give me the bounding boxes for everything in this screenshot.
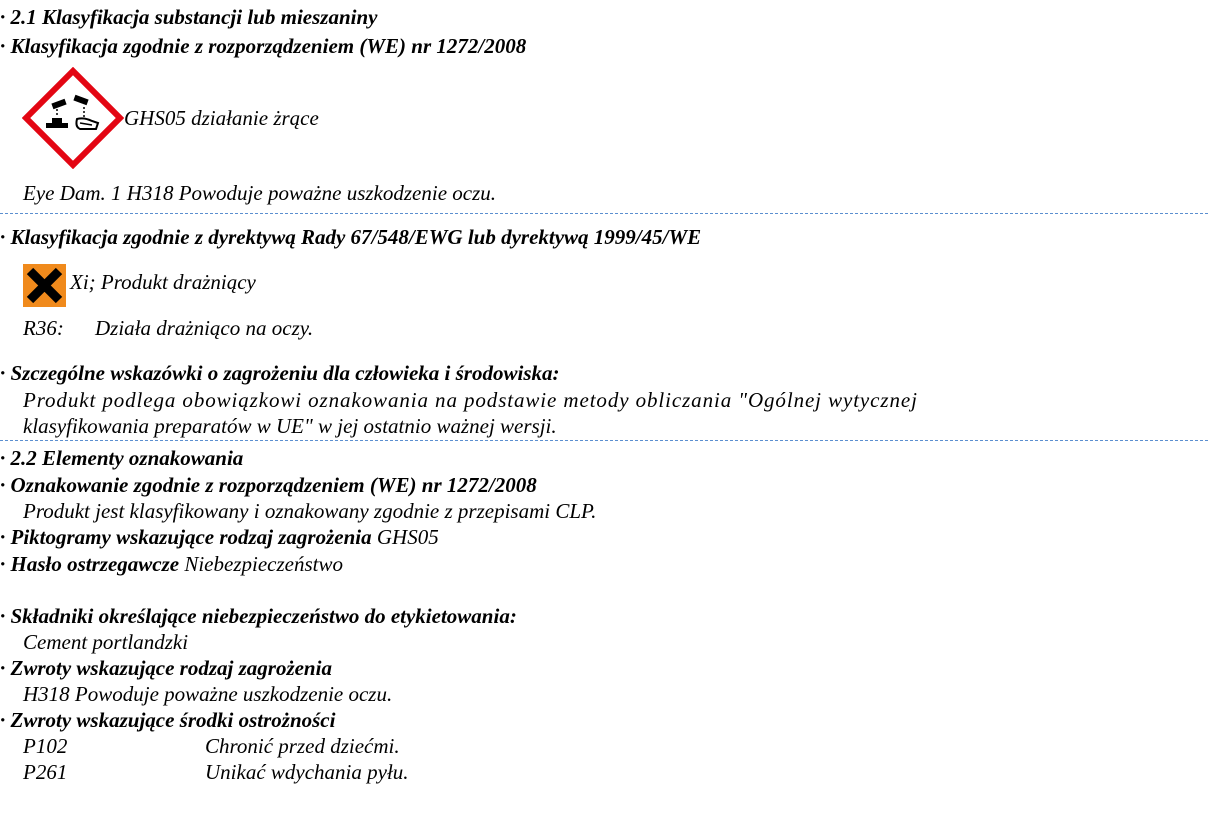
signal-word-label: · Hasło ostrzegawcze [0, 552, 180, 576]
clp-labelling-text: Produkt jest klasyfikowany i oznakowany zgodnie z przepisami CLP. [23, 499, 597, 523]
precaution-text: Chronić przed dziećmi. [205, 734, 400, 758]
signal-word-value: Niebezpieczeństwo [184, 552, 343, 576]
hazard-components-heading: · Składniki określające niebezpieczeństwo do etykietowania: [0, 604, 517, 628]
r36-description: Działa drażniąco na oczy. [95, 316, 314, 340]
hazard-components-value: Cement portlandzki [23, 630, 189, 654]
r36-code: R36: [23, 316, 64, 340]
precautionary-statements-heading: · Zwroty wskazujące środki ostrożności [0, 708, 336, 732]
xi-label: Xi; Produkt drażniący [70, 270, 256, 294]
pictograms-row [0, 525, 439, 549]
section-2-1-heading: · 2.1 Klasyfikacja substancji lub mieszaniny [0, 5, 378, 29]
clp-classification-heading: · Klasyfikacja zgodnie z rozporządzeniem (WE) nr 1272/2008 [0, 34, 527, 58]
section-2-2-heading: · 2.2 Elementy oznakowania [0, 446, 244, 470]
divider [0, 440, 1208, 441]
divider [0, 213, 1208, 214]
dsd-classification-heading: · Klasyfikacja zgodnie z dyrektywą Rady 67/548/EWG lub dyrektywą 1999/45/WE [0, 225, 702, 249]
pictograms-label: · Piktogramy wskazujące rodzaj zagrożenia [0, 525, 372, 549]
precaution-code: P102 [23, 734, 68, 758]
precaution-text: Unikać wdychania pyłu. [205, 760, 409, 784]
signal-word-row [0, 552, 343, 576]
xi-irritant-icon [23, 264, 66, 307]
special-hazards-heading: · Szczególne wskazówki o zagrożeniu dla człowieka i środowiska: [0, 361, 560, 385]
pictograms-value: GHS05 [376, 525, 439, 549]
ghs05-corrosion-icon [22, 67, 124, 169]
ghs05-label: GHS05 działanie żrące [124, 106, 319, 130]
special-hazards-text-2: klasyfikowania preparatów w UE" w jej ostatnio ważnej wersji. [23, 414, 557, 438]
precaution-code: P261 [23, 760, 68, 784]
hazard-statement-h318: H318 Powoduje poważne uszkodzenie oczu. [23, 682, 393, 706]
special-hazards-text-1: Produkt podlega obowiązkowi oznakowania na podstawie metody obliczania "Ogólnej wytycznej [23, 388, 918, 412]
hazard-statements-heading: · Zwroty wskazujące rodzaj zagrożenia [0, 656, 332, 680]
clp-labelling-heading: · Oznakowanie zgodnie z rozporządzeniem (WE) nr 1272/2008 [0, 473, 537, 497]
eye-dam-classification: Eye Dam. 1 H318 Powoduje poważne uszkodzenie oczu. [23, 181, 497, 205]
